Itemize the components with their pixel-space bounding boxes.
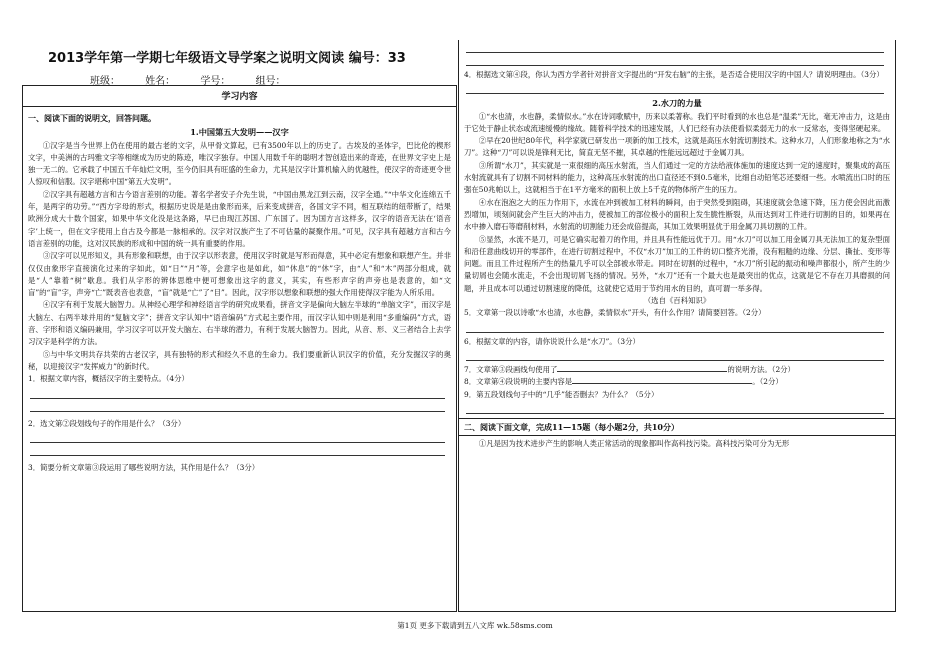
- blank-q7[interactable]: [557, 371, 727, 372]
- answer-line[interactable]: [466, 348, 884, 361]
- source-note: （选自《百科知识》: [643, 296, 711, 306]
- article2-paragraph: ⑤显然，水流不是刀，可是它确实起着刀的作用，并且具有性能远优于刀。用“水刀”可以加工用金属刀具无法加工的复杂型面和沿任意曲线切开的零部件，在进行切割过程中，不仅“水刀”加工的工件的切口整齐光滑，没有粗糙的边缘、分层、撕扯、变形等问题。而且工件过程所产生的热量几乎可以全部被水带走。同时在切割的过程中，“水刀”所引起的振动和噪声都很小，所产生的少量切屑也会随水流走，不会出现切屑飞扬的情况。另外，“水刀”还有一个最大也是最突出的优点，这就是它不存在刀具磨损的问题，并且成本可以通过切割速度的降低，这就使它适用于节约用水的目的，真可谓一举多得。: [464, 234, 890, 293]
- answer-line[interactable]: [466, 320, 884, 333]
- article2-paragraph: ③所谓“水刀”，其实就是一束很细的高压水射流，当人们通过一定的方法给液体施加的速度达到一定的速度时，聚集成的高压水射流就具有了切割不同材料的能力，这种高压水射流的出口直径还不到0.5毫米，比细自动铅笔芯还要细一些。水喷流出口时的压强在50兆帕以上，这就相当于在1平方毫米的面积上放上5千克的物体所产生的压力。: [464, 160, 890, 195]
- section-divider: [459, 418, 895, 419]
- answer-line[interactable]: [30, 386, 445, 399]
- answer-line[interactable]: [466, 53, 884, 66]
- section2-heading: 二、阅读下面文章，完成11—15题（每小题2分，共10分）: [464, 421, 679, 432]
- page-footer: 第1页 更多下载请到五八文库 wk.58sms.com: [397, 621, 553, 630]
- article2-paragraph: ①“水也清，水也静，柔情似水。”水在诗词歌赋中，历来以柔著称。我们平时看到的水也总是“温柔”无比，毫无冲击力，这是由于它处于静止状态或流速缓慢的缘故。随着科学技术的迅速发展，人们已经有办法使看似柔弱无力的水一反常态，变得坚硬起来。: [464, 111, 890, 133]
- id-label: 学号：: [200, 76, 231, 87]
- article2-title: 2.水刀的力量: [652, 98, 702, 109]
- article1-paragraph: ②汉字具有超越方言和古今语言差别的功能。著名学者安子介先生说，“中国由黑龙江到云南，汉字全通。”“中华文化连绵五千年，是两字的功劳。”“西方字母的形式，根据历史说是是由象形而来，后来变成拼音，各国文字不同，相互联结的纽带断了，结果欧洲分成大十数个国家，如果中华文化没是这条路，早已由现江苏国、广东国了。因为国方言这样多，汉字的语音无法在‘语音字’上统一，但在文字使用上自古及今都是一脉相承的。汉字对汉族产生了不可估量的凝聚作用。”可见，汉字具有超越方言和古今语言差别的功能，这对汉民族的形成和中国的统一具有重要的作用。: [28, 189, 451, 248]
- section2-paragraph: ①凡是因为技术进步产生的影响人类正常活动的现象都叫作高科技污染。高科技污染可分为无形: [478, 439, 790, 449]
- answer-line[interactable]: [466, 81, 884, 94]
- class-label: 班级：: [90, 76, 120, 87]
- article1-paragraph: ③汉字可以见形知义，具有形象和联想，由于汉字以形表意，使用汉字时就是写形而得意，其中必定有想象和联想产生。并非仅仅由象形字直接演化过来的字如此，如“日”“月”等，会意字也是如此，如“休息”的“休”字，由“人”和“木”两部分组成，就是“人”靠着“树”歇息。我们从字形的辨体思维中便可想象出这字的意义，其实，有些形声字的声旁也是表意的，如“文盲”的“盲”字，声旁“亡”既表音也表意，“盲”就是“亡”了“目”。因此，汉字形以想象和联想的强大作用使得汉字能为人所乐用。: [28, 251, 451, 298]
- question-8-tail: 。（2分）: [752, 377, 783, 387]
- question-6: 6．根据文章的内容，请你说说什么是“水刀”。（3分）: [464, 336, 640, 346]
- answer-line[interactable]: [466, 40, 884, 53]
- question-2: 2．选文第②段划线句子的作用是什么？（3分）: [28, 418, 186, 428]
- group-label: 组号：: [255, 76, 286, 87]
- article2-paragraph: ②早在20世纪80年代，科学家就已研发出一项新的加工技术，这就是高压水射流切割技术。这种水刀，人们形象地称之为“水刀”。这种“刀”可以说是锋利无比，简直无坚不摧，其卓越的性能远远超过于金属刀具。: [464, 136, 890, 158]
- question-1: 1．根据文章内容，概括汉字的主要特点。（4分）: [28, 374, 189, 384]
- question-4: 4．根据选文第④段，你认为西方学者针对拼音文字提出的“开发右脑”的主张，是否适合使用汉字的中国人？请说明理由。（3分）: [464, 70, 884, 79]
- page-title: 2013学年第一学期七年级语文导学案之说明文阅读 编号：33: [48, 51, 406, 66]
- article1-paragraph: ④汉字有利于发展大脑智力。从神经心理学和神经语言学的研究成果看，拼音文字是偏向大脑左半球的“单脑文字”，而汉字是大脑左、右两半球并用的“复脑文字”；拼音文字认知中“语音编码”方式起主要作用，而汉字认知中则是利用“多重编码”方式，语音、字形和语义编码兼用，学习汉字可以开发大脑左、右半球的潜力，有利于发展大脑智力。因此，从音、形、义三者结合上去学习汉字是科学的方法。: [28, 300, 451, 347]
- question-5: 5．文章第一段以诗歌“水也清，水也静，柔情似水”开头，有什么作用？请简要回答。（2分）: [464, 308, 766, 318]
- question-7-text: 7．文章第③段画线句使用了: [464, 364, 558, 374]
- section-divider: [459, 435, 895, 436]
- section1-heading: 一、阅读下面的说明文，回答问题。: [28, 113, 156, 123]
- question-8: [464, 376, 890, 388]
- question-3: 3．简要分析文章第③段运用了哪些说明方法，其作用是什么？（3分）: [28, 462, 260, 472]
- left-column: [22, 85, 457, 612]
- question-8-text: 8．文章第④段说明的主要内容是: [464, 377, 573, 387]
- question-9: 9．第五段划线句子中的“几乎”能否删去？为什么？（5分）: [464, 389, 659, 399]
- article1-paragraph: ①汉字是当今世界上仍在使用的最古老的文字，从甲骨文算起，已有3500年以上的历史了。古埃及的圣体字，巴比伦的楔形文字，中美洲的古玛雅文字等相继成为历史的陈迹，唯汉字独存。中国人用数千年的聪明才智创造出来的奇迹，在世界文字史上是独一无二的。它承载了中国五千年灿烂文明，至今仍旧具有旺盛的生命力，尤其是汉字计算机输入的优越性，使汉字的奇迹更令世人惊叹和信服。汉字堪称中国“第五大发明”。: [28, 140, 451, 187]
- name-label: 姓名：: [145, 76, 176, 87]
- question-7: [464, 364, 890, 376]
- answer-line[interactable]: [30, 430, 445, 443]
- blank-q8[interactable]: [572, 383, 752, 384]
- article1-title: 1.中国第五大发明——汉字: [190, 127, 289, 138]
- study-content-bar: 学习内容: [23, 86, 456, 107]
- answer-line[interactable]: [30, 443, 445, 456]
- right-column: [458, 40, 896, 612]
- article1-paragraph: ⑤与中华文明共存共荣的古老汉字，具有独特的形式和经久不息的生命力。我们要重新认识汉字的价值，充分发掘汉字的奥秘，以迎接汉字“发挥威力”的新时代。: [28, 349, 451, 371]
- answer-line[interactable]: [30, 399, 445, 412]
- question-7-tail: 的说明方法。（2分）: [727, 364, 795, 374]
- answer-line[interactable]: [466, 401, 884, 414]
- article2-paragraph: ④水在泡泡之大的压力作用下，水流在冲到被加工材料的瞬间，由于突然受到阻碍，其速度就会急速下降，压力使会因此而激烈增加，顷刻间就会产生巨大的冲击力，使被加工的部位极小的面积上发生脆性断裂，从而达到对工件进行切割的目的，如果再在水中掺入磨石等磨削材料，水射流的切割能力还会成倍提高，其加工效果明显优于用金属刀具切割的工件。: [464, 197, 890, 232]
